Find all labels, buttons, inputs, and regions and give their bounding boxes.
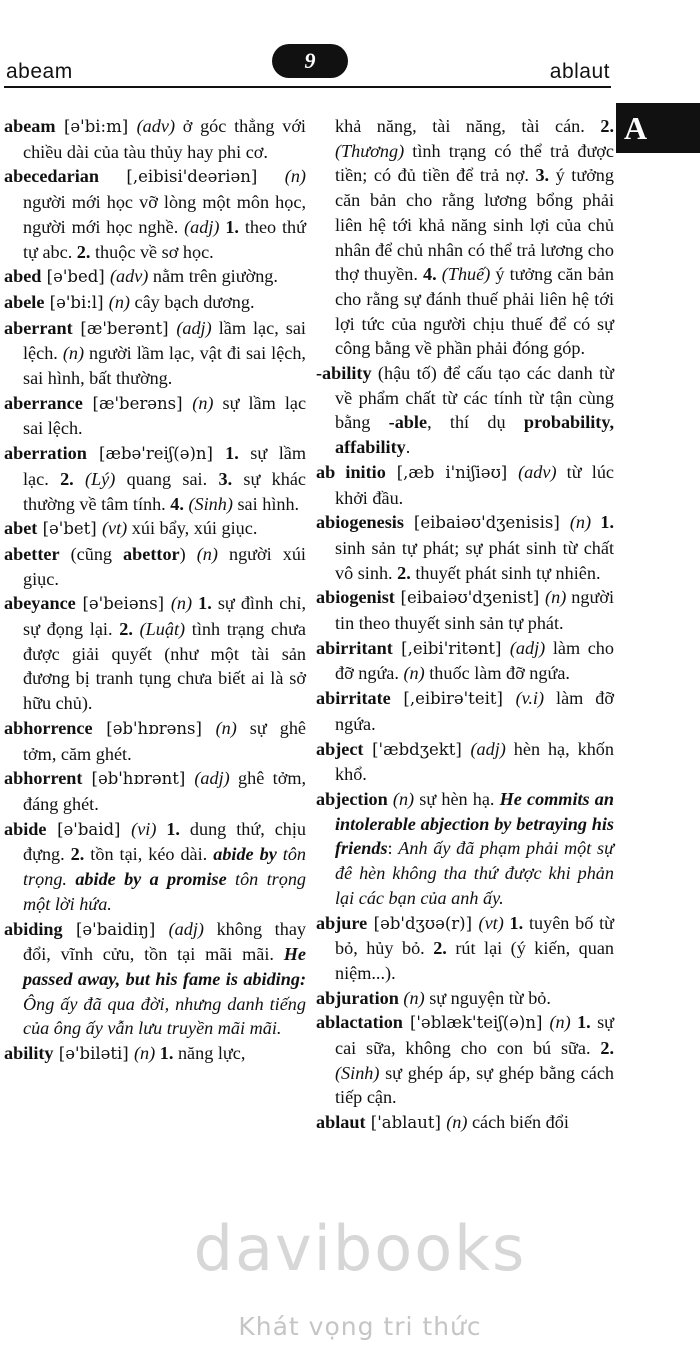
entry-text: (adj): [470, 738, 506, 759]
entry-text: , thí dụ: [427, 412, 524, 433]
entry-text: (Thương): [335, 140, 405, 161]
entry-text: 2.: [433, 938, 447, 959]
entry-text: probability, affability: [335, 412, 615, 458]
entry-text: nằm trên giường.: [148, 266, 278, 287]
entry-text: [əb'hɒrəns]: [92, 718, 216, 738]
dictionary-entry: [4, 516, 306, 542]
entry-text: abettor: [123, 543, 180, 564]
entry-headword: abele: [4, 291, 45, 312]
entry-text: abide by: [213, 844, 277, 865]
dictionary-entry: [316, 114, 614, 361]
entry-text: (vi): [131, 818, 157, 839]
entry-text: [ə'beiəns]: [75, 594, 171, 614]
dictionary-entry: [316, 460, 614, 510]
entry-text: [æ'berənt]: [72, 318, 177, 338]
entry-text: He passed away, but his fame is abiding:: [23, 944, 306, 989]
entry-text: [227, 869, 235, 889]
entry-text: 1.: [577, 1012, 591, 1033]
dictionary-entry: [316, 686, 614, 736]
entry-headword: abecedarian: [4, 166, 99, 187]
entry-headword: abide: [4, 818, 47, 839]
dictionary-entry: [316, 1110, 614, 1136]
entry-text: :: [387, 838, 399, 859]
entry-text: khả năng, tài năng, tài cán.: [335, 116, 601, 136]
entry-text: [ə'bi:m]: [55, 117, 137, 136]
entry-text: (adj): [168, 918, 204, 939]
entry-text: [eibaiəʊ'dʒenist]: [394, 588, 546, 608]
page-number-badge: [272, 44, 348, 78]
entry-headword: ab initio: [316, 461, 386, 482]
dictionary-entry: [4, 164, 306, 264]
entry-text: (n): [392, 788, 415, 809]
entry-headword: ability: [4, 1043, 54, 1064]
page-number: 9: [304, 48, 316, 73]
entry-text: (n): [545, 587, 567, 608]
entry-text: (n): [196, 543, 218, 564]
entry-text: tuyên bố từ bỏ, hủy bỏ.: [335, 912, 614, 959]
entry-text: 2.: [119, 619, 133, 640]
entry-text: (n): [108, 291, 130, 312]
entry-text: cây bạch dương.: [129, 291, 255, 312]
entry-text: [,eibirə'teit]: [390, 689, 516, 709]
guide-word-first: abeam: [6, 60, 73, 83]
entry-text: sự ghép áp, sự ghép bằng cách tiếp cận.: [335, 1062, 614, 1108]
entry-text: tồn tại, kéo dài.: [84, 844, 214, 865]
entry-text: không thay đổi, vĩnh cửu, tồn tại mãi mãi.: [23, 918, 306, 965]
entry-text: 2.: [70, 844, 85, 865]
entry-text: sự nguyện từ bỏ.: [424, 987, 551, 1008]
watermark-tagline: Khát vọng tri thức: [238, 1312, 482, 1341]
entry-headword: abetter: [4, 543, 60, 564]
entry-headword: abirritant: [316, 637, 393, 658]
entry-text: (adj): [509, 637, 546, 658]
entry-text: [156, 819, 166, 839]
entry-text: dung thứ, chịu đựng.: [23, 818, 307, 865]
entry-text: [133, 619, 140, 639]
entry-headword: abjure: [316, 912, 368, 933]
entry-text: (adv): [518, 461, 557, 482]
dictionary-entry: [316, 361, 614, 460]
entry-text: thuộc về sơ học.: [90, 241, 214, 262]
entry-text: quang sai.: [115, 468, 219, 489]
entry-text: (n): [403, 663, 425, 684]
entry-headword: abhorrent: [4, 768, 83, 789]
entry-text: ): [179, 543, 197, 564]
dictionary-entry: [4, 391, 306, 441]
entry-text: [æ'berəns]: [82, 393, 193, 413]
entry-text: 2.: [600, 1038, 614, 1059]
entry-text: hèn hạ, khốn khổ.: [335, 738, 614, 785]
dictionary-entry: [316, 986, 614, 1011]
entry-text: [æbə'reiʃ(ə)n]: [86, 444, 226, 464]
entry-text: tình trạng chưa được giải quyết (như một tài sản đương bị tranh tụng chưa biết ai là sở hữu chủ).: [23, 619, 306, 714]
entry-text: 2.: [397, 562, 411, 583]
section-letter-tab: [616, 103, 700, 153]
dictionary-entry: [316, 1010, 614, 1110]
entry-text: (n): [192, 392, 214, 413]
entry-text: 1.: [225, 443, 239, 464]
entry-text: Anh ấy đã phạm phải một sự đê hèn không tha thứ được khi phản lại các bạn của anh ấy.: [335, 838, 614, 908]
entry-text: làm đỡ ngứa.: [335, 688, 614, 734]
dictionary-entry: [4, 766, 306, 816]
entry-text: (Luật): [139, 619, 186, 640]
dictionary-entry: [4, 441, 306, 516]
entry-text: tôn trọng.: [23, 844, 307, 890]
entry-text: 4.: [170, 493, 184, 514]
entry-text: ['əblæk'teiʃ(ə)n]: [402, 1013, 550, 1033]
entry-headword: abiding: [4, 918, 63, 939]
entry-text: thuyết phát sinh tự nhiên.: [410, 562, 601, 583]
watermark-logo: davibooks: [193, 1212, 527, 1285]
header-rule: [4, 86, 611, 88]
entry-text: ['æbdʒekt]: [363, 739, 471, 759]
entry-text: (Thuế): [441, 264, 491, 285]
entry-headword: abhorrence: [4, 717, 93, 738]
entry-text: -able: [388, 412, 428, 433]
entry-text: (v.i): [515, 688, 545, 709]
entry-text: sự khác thường về tâm tính.: [23, 468, 306, 514]
entry-text: sự đình chỉ, sự đọng lại.: [23, 593, 306, 640]
entry-text: (vt): [478, 912, 504, 933]
entry-headword: abject: [316, 738, 364, 759]
entry-headword: abirritate: [316, 688, 391, 709]
dictionary-entry: [4, 316, 306, 391]
entry-text: (cũng: [59, 543, 124, 564]
entry-text: sinh sản tự phát; sự phát sinh từ chất vô sinh.: [335, 537, 614, 583]
entry-text: 1.: [225, 216, 239, 237]
entry-text: (n): [170, 593, 193, 614]
dictionary-entry: [4, 542, 306, 591]
guide-word-last: ablaut: [549, 60, 610, 83]
entry-headword: aberrance: [4, 392, 83, 413]
entry-text: năng lực,: [173, 1043, 246, 1064]
dictionary-entry: [316, 787, 614, 911]
entry-text: người mới học vỡ lòng một môn học, người mới học nghề.: [23, 192, 306, 237]
entry-text: (n): [284, 166, 306, 187]
entry-text: 3.: [535, 165, 550, 186]
entry-headword: abiogenist: [316, 587, 395, 608]
entry-text: ý tưởng căn bản cho rằng sự đánh thuế phải liên hệ tới lợi tức của người chịu thuế để có sự công bằng về phần phải đóng góp.: [335, 264, 615, 359]
entry-text: ghê tởm, đáng ghét.: [23, 768, 307, 814]
entry-text: [ə'bed]: [41, 267, 110, 287]
entry-text: sự hèn hạ.: [414, 788, 500, 809]
entry-text: (adj): [176, 317, 212, 338]
entry-headword: abet: [4, 518, 38, 539]
entry-text: [591, 512, 600, 532]
entry-headword: -ability: [316, 363, 372, 384]
entry-text: sự ghê tởm, căm ghét.: [23, 717, 306, 764]
entry-text: He commits an intolerable abjection by betraying his friends: [335, 788, 614, 859]
entry-text: .: [405, 437, 411, 458]
entry-headword: abeyance: [4, 593, 76, 614]
entry-text: [,eibisi'deəriən]: [98, 167, 285, 187]
entry-text: tôn trọng một lời hứa.: [23, 869, 307, 914]
entry-text: [,eibi'ritənt]: [392, 638, 510, 658]
entry-text: (n): [569, 512, 592, 533]
entry-text: 1.: [166, 818, 180, 839]
entry-text: (n): [446, 1112, 468, 1133]
entry-text: sự lầm lạc sai lệch.: [23, 392, 307, 439]
left-column: [4, 114, 306, 1067]
entry-headword: aberration: [4, 443, 87, 464]
entry-text: làm cho đỡ ngứa.: [335, 637, 614, 684]
entry-text: [ə'baid]: [46, 819, 132, 839]
entry-text: 2.: [76, 241, 91, 262]
entry-text: (hậu tố) để cấu tạo các danh từ về phẩm chất từ các tính từ tận cùng bằng: [335, 363, 614, 433]
dictionary-entry: [4, 817, 306, 917]
entry-headword: abeam: [4, 116, 56, 136]
entry-text: theo thứ tự abc.: [23, 216, 306, 262]
entry-text: sự lầm lạc.: [23, 443, 306, 489]
entry-text: lầm lạc, sai lệch.: [23, 317, 306, 364]
entry-headword: ablaut: [316, 1112, 366, 1133]
entry-headword: abjuration: [316, 987, 399, 1008]
entry-text: tình trạng có thể trả được tiền; có đủ tiền để trả nợ.: [335, 140, 614, 186]
dictionary-entry: [316, 510, 614, 585]
dictionary-entry: [4, 264, 306, 290]
entry-text: [eibaiəʊ'dʒenisis]: [403, 513, 570, 533]
right-column: [316, 114, 614, 1136]
entry-text: người tin theo thuyết sinh sản tự phát.: [335, 587, 615, 634]
dictionary-entry: [4, 716, 306, 766]
entry-text: (adv): [109, 266, 149, 287]
entry-text: [ə'baidiŋ]: [62, 919, 169, 939]
entry-text: (adv): [136, 116, 175, 136]
entry-headword: ablactation: [316, 1012, 403, 1033]
entry-text: 1.: [600, 512, 614, 533]
entry-text: ['ablaut]: [365, 1113, 447, 1133]
entry-text: (n): [134, 1043, 156, 1064]
entry-text: 1.: [509, 912, 524, 933]
entry-text: thuốc làm đỡ ngứa.: [424, 663, 570, 684]
entry-text: người lầm lạc, vật đi sai lệch, sai hình, bất thường.: [23, 343, 306, 389]
entry-text: (n): [403, 987, 425, 1008]
entry-text: abide by a promise: [75, 869, 227, 890]
entry-text: 2.: [600, 116, 614, 136]
entry-text: cách biến đổi: [467, 1112, 569, 1133]
entry-text: 1.: [159, 1043, 174, 1064]
page-header: [0, 0, 700, 100]
dictionary-entry: [4, 591, 306, 716]
entry-text: sự cai sữa, không cho con bú sữa.: [335, 1012, 615, 1059]
entry-text: rút lại (ý kiến, quan niệm...).: [335, 938, 615, 983]
entry-text: (adj): [184, 216, 220, 237]
entry-text: (vt): [101, 518, 128, 539]
entry-text: (adj): [194, 768, 230, 789]
entry-text: (n): [62, 343, 85, 364]
entry-text: [ə'bi:l]: [44, 292, 109, 312]
entry-text: xúi bẩy, xúi giục.: [127, 518, 258, 539]
dictionary-entry: [316, 737, 614, 787]
section-letter: A: [624, 110, 648, 146]
entry-text: (Sinh): [188, 493, 233, 514]
dictionary-entry: [4, 917, 306, 1042]
dictionary-entry: [316, 585, 614, 635]
entry-text: [ə'biləti]: [53, 1044, 134, 1064]
entry-text: [əb'dʒʊə(r)]: [367, 913, 479, 933]
dictionary-entry: [316, 911, 614, 986]
entry-text: [ə'bet]: [37, 519, 102, 539]
entry-text: (n): [549, 1012, 571, 1033]
entry-text: 3.: [218, 468, 233, 489]
entry-text: sai hình.: [232, 493, 300, 514]
entry-headword: aberrant: [4, 317, 73, 338]
dictionary-entry: [316, 636, 614, 686]
entry-headword: abiogenesis: [316, 512, 404, 533]
entry-text: [74, 469, 85, 489]
entry-text: Ông ấy đã qua đời, nhưng danh tiếng của ông ấy vẫn lưu truyền mãi mãi.: [23, 993, 306, 1039]
entry-text: từ lúc khởi đầu.: [335, 461, 614, 508]
entry-text: [əb'hɒrənt]: [82, 769, 195, 789]
entry-text: [,æb i'niʃiəʊ]: [385, 462, 519, 482]
entry-text: (n): [215, 717, 237, 738]
entry-headword: abjection: [316, 788, 388, 809]
entry-text: 4.: [423, 264, 437, 285]
entry-headword: abed: [4, 266, 42, 287]
entry-text: 2.: [60, 468, 74, 489]
dictionary-entry: [4, 1041, 306, 1067]
entry-text: ý tưởng căn bản cho rằng lương bổng phải liên hệ tới khả năng sinh lợi của chủ nhân để chủ nhân có thể trả lương cho thợ thuyền.: [335, 165, 614, 285]
entry-text: ở góc thẳng với chiều dài của tàu thủy hay phi cơ.: [23, 116, 306, 162]
entry-text: người xúi giục.: [23, 543, 306, 589]
entry-text: (Sinh): [335, 1062, 380, 1083]
dictionary-entry: [4, 290, 306, 316]
dictionary-entry: [4, 114, 306, 164]
entry-text: (Lý): [85, 468, 116, 489]
entry-text: 1.: [198, 593, 212, 614]
